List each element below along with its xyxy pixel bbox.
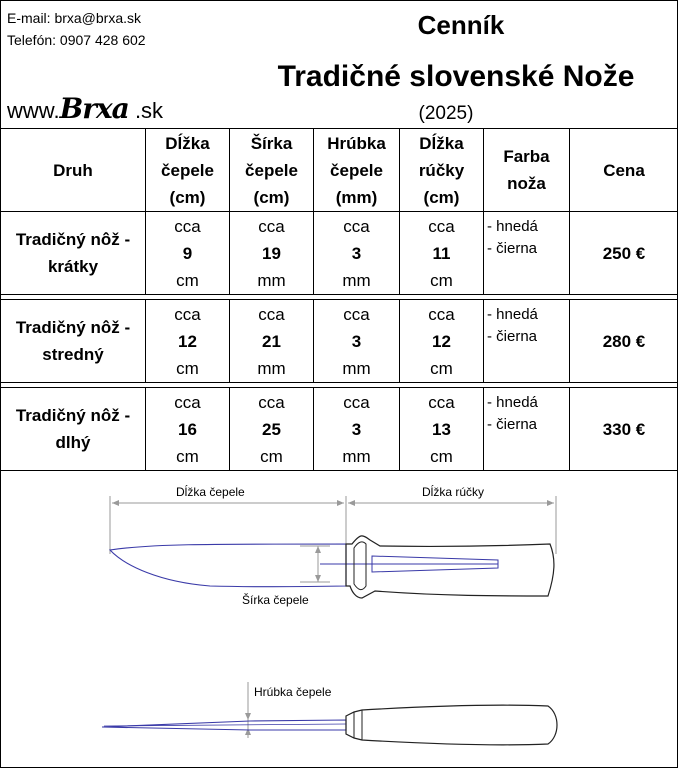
cell-blade-length: [146, 388, 230, 471]
cell-value: 19: [262, 243, 281, 263]
header-blade-thickness: [314, 129, 400, 212]
cell-unit: mm: [257, 358, 286, 378]
cell-approx: cca: [343, 392, 370, 412]
header-color: [484, 129, 570, 212]
kind-line: Tradičný nôž -: [15, 318, 131, 337]
table-row: [1, 388, 678, 471]
cell-approx: cca: [343, 304, 370, 324]
color-option: - hnedá: [487, 218, 538, 235]
header-kind: Druh: [1, 129, 146, 212]
header-line: noža: [507, 174, 546, 193]
arrow: [547, 500, 554, 506]
cell-approx: cca: [428, 216, 455, 236]
cell-unit: cm: [176, 270, 199, 290]
cell-colors: [484, 300, 570, 383]
cell-blade-length: [146, 212, 230, 295]
table-row: [1, 212, 678, 295]
header-line: Dĺžka: [165, 133, 210, 153]
website-link[interactable]: [7, 94, 163, 126]
cell-value: 3: [351, 243, 362, 263]
header-line: rúčky: [418, 160, 465, 180]
cell-blade-thickness: [314, 388, 400, 471]
cell-value: 11: [432, 243, 451, 263]
cell-colors: [484, 388, 570, 471]
cell-unit: cm: [430, 270, 453, 290]
brand-logo: Brxa: [59, 92, 129, 125]
cell-handle-length: [400, 388, 484, 471]
cell-value: 3: [351, 331, 362, 351]
header-line: (cm): [423, 187, 460, 207]
dimension-arrows: [112, 500, 554, 735]
cell-unit: cm: [260, 446, 283, 466]
kind-line: Tradičný nôž -: [15, 230, 131, 249]
arrow: [245, 713, 251, 720]
cell-blade-length: [146, 300, 230, 383]
color-option: - čierna: [487, 328, 538, 345]
cell-price: 330 €: [570, 388, 678, 471]
cell-approx: cca: [258, 216, 285, 236]
cell-value: 12: [432, 331, 451, 351]
header-line: Dĺžka: [419, 133, 464, 153]
cell-unit: cm: [430, 446, 453, 466]
price-table: [0, 128, 678, 471]
cell-unit: mm: [342, 446, 371, 466]
color-option: - hnedá: [487, 394, 538, 411]
cell-approx: cca: [174, 216, 201, 236]
header-line: Hrúbka: [327, 133, 386, 153]
kind-line: krátky: [47, 257, 99, 276]
header-line: (cm): [169, 187, 206, 207]
cell-value: 25: [262, 419, 281, 439]
cell-value: 16: [178, 419, 197, 439]
kind-line: dlhý: [55, 433, 91, 452]
table-row: [1, 300, 678, 383]
cell-approx: cca: [174, 304, 201, 324]
kind-line: stredný: [42, 345, 104, 364]
color-option: - čierna: [487, 240, 538, 257]
cell-approx: cca: [174, 392, 201, 412]
cell-value: 21: [262, 331, 281, 351]
label-blade-thickness: Hrúbka čepele: [254, 685, 332, 699]
header-price: Cena: [570, 129, 678, 212]
label-blade-width: Šírka čepele: [242, 593, 309, 607]
cell-blade-thickness: [314, 212, 400, 295]
cell-unit: mm: [257, 270, 286, 290]
website-suffix: .sk: [128, 98, 164, 123]
cell-blade-width: [230, 212, 314, 295]
knife-diagram: [0, 474, 678, 766]
cell-price: 250 €: [570, 212, 678, 295]
cell-unit: cm: [176, 358, 199, 378]
label-blade-length: Dĺžka čepele: [176, 485, 245, 499]
handle-side-view: [346, 536, 554, 598]
cell-kind: [1, 212, 146, 295]
header-line: Farba: [503, 147, 550, 166]
cell-approx: cca: [343, 216, 370, 236]
arrow: [245, 728, 251, 735]
website-prefix: www.: [7, 98, 60, 123]
arrow: [348, 500, 355, 506]
header-line: čepele: [245, 160, 298, 180]
cell-unit: mm: [342, 270, 371, 290]
contact-email[interactable]: E-mail: brxa@brxa.sk: [7, 10, 142, 26]
cell-approx: cca: [428, 392, 455, 412]
cell-blade-width: [230, 388, 314, 471]
header-line: (mm): [335, 187, 378, 207]
dimension-lines: [110, 496, 556, 738]
label-handle-length: Dĺžka rúčky: [422, 485, 485, 499]
bolster: [354, 542, 366, 590]
arrow: [315, 546, 321, 553]
cell-approx: cca: [428, 304, 455, 324]
contact-phone[interactable]: Telefón: 0907 428 602: [7, 32, 146, 48]
arrow: [112, 500, 119, 506]
header-blade-width: [230, 129, 314, 212]
page-title: Cenník: [417, 10, 505, 40]
table-header-row: [1, 129, 678, 212]
header-handle-length: [400, 129, 484, 212]
cell-value: 9: [182, 243, 193, 263]
cell-unit: cm: [430, 358, 453, 378]
contact-block: [7, 7, 146, 51]
kind-line: Tradičný nôž -: [15, 406, 131, 425]
cell-handle-length: [400, 212, 484, 295]
cell-unit: cm: [176, 446, 199, 466]
cell-price: 280 €: [570, 300, 678, 383]
handle-top-view: [346, 705, 557, 745]
cell-value: 13: [432, 419, 451, 439]
knife-drawing: [0, 474, 678, 766]
cell-kind: [1, 300, 146, 383]
cell-handle-length: [400, 300, 484, 383]
blade-side-view: [110, 544, 346, 587]
price-table-body: [1, 212, 678, 471]
header-line: čepele: [330, 160, 383, 180]
cell-value: 12: [178, 331, 197, 351]
arrow: [337, 500, 344, 506]
cell-value: 3: [351, 419, 362, 439]
header-line: (cm): [253, 187, 290, 207]
color-option: - hnedá: [487, 306, 538, 323]
color-option: - čierna: [487, 416, 538, 433]
cell-approx: cca: [258, 304, 285, 324]
cell-unit: mm: [342, 358, 371, 378]
header-blade-length: [146, 129, 230, 212]
cell-kind: [1, 388, 146, 471]
cell-blade-width: [230, 300, 314, 383]
cell-colors: [484, 212, 570, 295]
header-line: Šírka: [250, 133, 293, 153]
cell-blade-thickness: [314, 300, 400, 383]
header-line: čepele: [161, 160, 214, 180]
price-year: (2025): [418, 103, 474, 124]
page-subtitle: Tradičné slovenské Nože: [277, 60, 635, 93]
cell-approx: cca: [258, 392, 285, 412]
arrow: [315, 575, 321, 582]
